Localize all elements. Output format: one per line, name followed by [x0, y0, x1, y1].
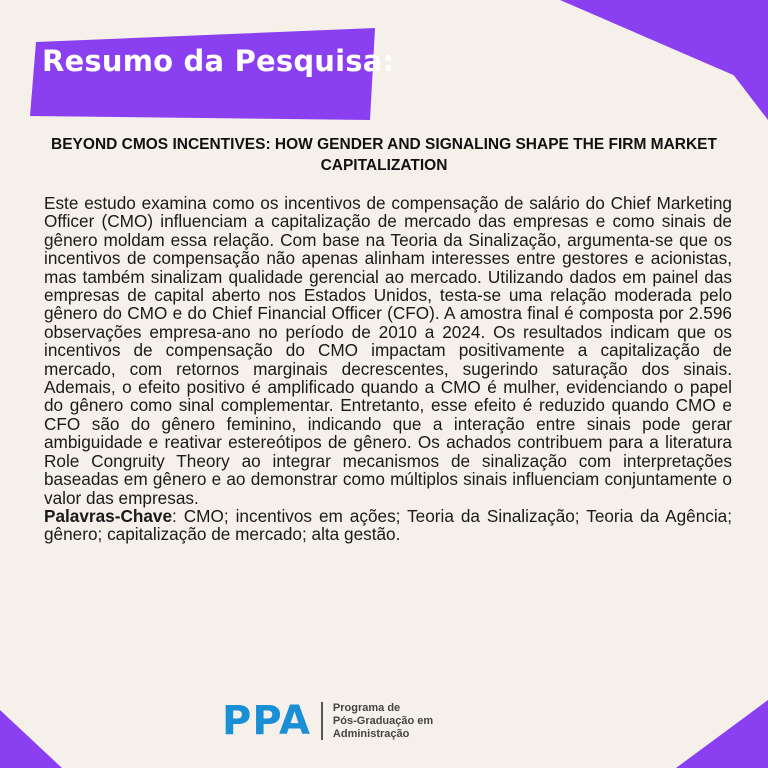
page-title: Resumo da Pesquisa:	[42, 44, 395, 78]
logo-line-3: Administração	[332, 727, 410, 740]
logo-line-2: Pós-Graduação em	[332, 714, 434, 727]
keywords	[44, 507, 732, 544]
paper-title: BEYOND CMOS INCENTIVES: HOW GENDER AND SIGNALING SHAPE THE FIRM MARKET CAPITALIZATION	[51, 136, 717, 174]
ppa-logo	[222, 697, 433, 745]
logo-mark: PPA	[222, 698, 311, 744]
purple-shape-bottom-left	[0, 710, 62, 768]
keywords-label: Palavras-Chave	[44, 505, 173, 526]
purple-shape-bottom-right	[676, 700, 768, 768]
abstract-text: Este estudo examina como os incentivos de compensação de salário do Chief Marketing Officer (CMO) influenciam a capitalização de mercado das empresas e como sinais de gênero moldam essa relação. Com base na Teoria da Sinalização, argumenta-se que os incentivos de compensação não apenas alinham interesses entre gestores e acionistas, mas também sinalizam qualidade gerencial ao mercado. Utilizando dados em painel das empresas de capital aberto nos Estados Unidos, testa-se uma relação moderada pelo gênero do CMO e do Chief Financial Officer (CFO). A amostra final é composta por 2.596 observações empresa-ano no período de 2010 a 2024. Os resultados indicam que os incentivos de compensação do CMO impactam positivamente a capitalização de mercado, com retornos marginais decrescentes, sugerindo saturação dos sinais. Ademais, o efeito positivo é amplificado quando a CMO é mulher, evidenciando o papel do gênero como sinal complementar. Entretanto, esse efeito é reduzido quando CMO e CFO são do gênero feminino, indicando que a interação entre sinais pode gerar ambiguidade e reativar estereótipos de gênero. Os achados contribuem para a literatura Role Congruity Theory ao integrar mecanismos de sinalização com interpretações baseadas em gênero e ao demonstrar como múltiplos sinais influenciam conjuntamente o valor das empresas.	[44, 193, 732, 508]
keywords-text: : CMO; incentivos em ações; Teoria da Sinalização; Teoria da Agência; gênero; capitalização de mercado; alta gestão.	[44, 505, 732, 545]
logo-text	[333, 702, 433, 741]
logo-line-1: Programa de	[332, 701, 401, 714]
logo-divider	[321, 702, 323, 740]
abstract-body	[44, 194, 732, 544]
